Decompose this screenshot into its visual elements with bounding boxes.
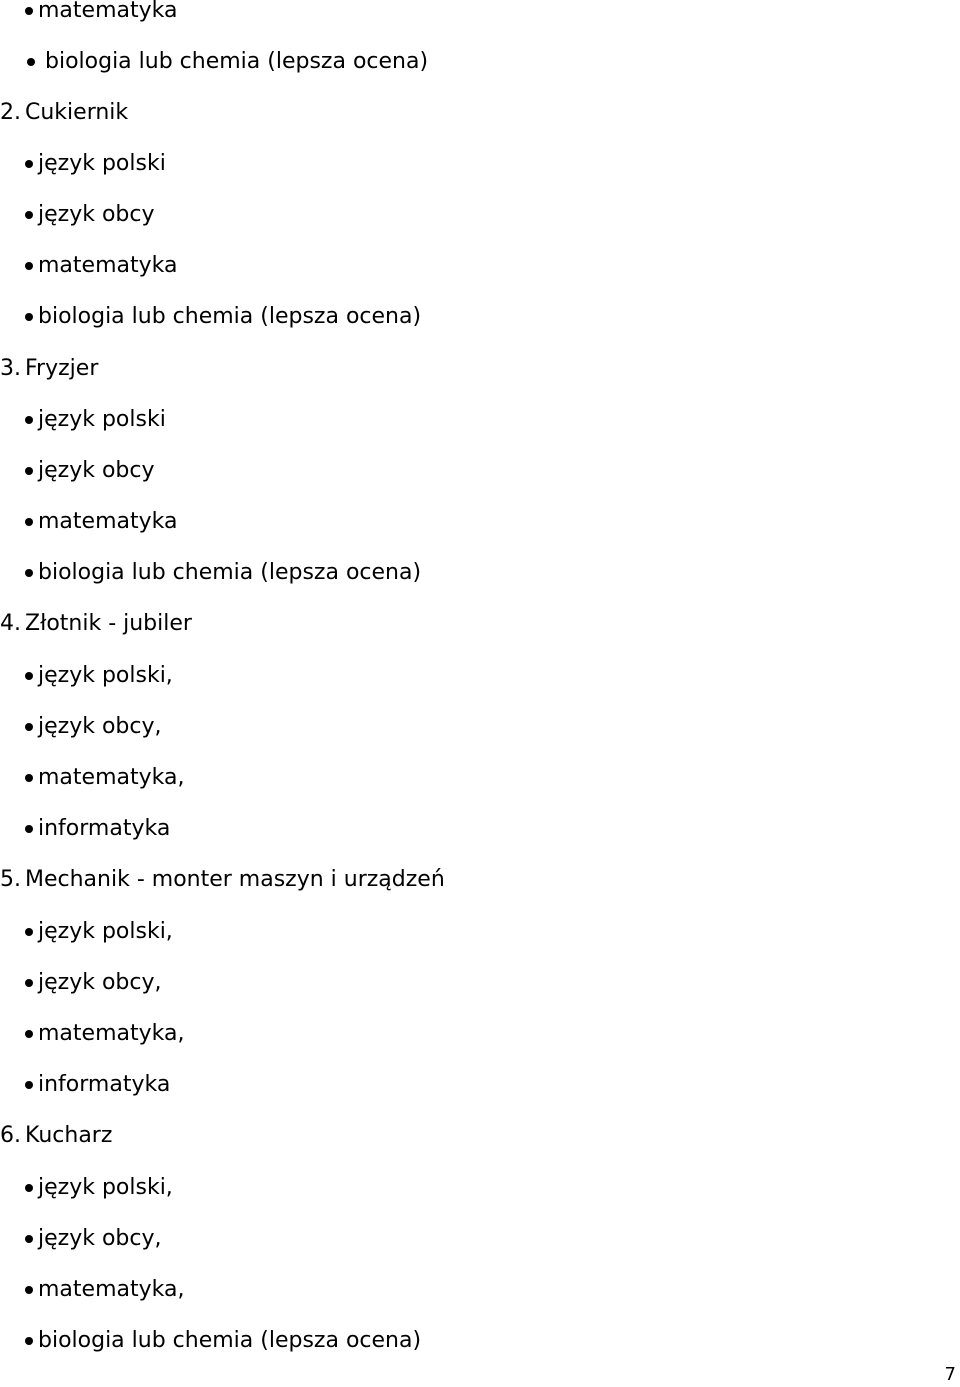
section-number: 5. bbox=[0, 867, 21, 892]
list-item-text: język obcy bbox=[38, 202, 155, 227]
list-item-text: matematyka bbox=[38, 509, 178, 534]
section-number: 2. bbox=[0, 100, 21, 125]
bullet-icon bbox=[25, 416, 33, 424]
bullet-icon bbox=[25, 1235, 33, 1243]
bullet-icon bbox=[27, 58, 35, 66]
list-item-text: język polski, bbox=[38, 1175, 173, 1200]
bullet-icon bbox=[25, 467, 33, 475]
section-number: 6. bbox=[0, 1123, 21, 1148]
list-item-text: biologia lub chemia (lepsza ocena) bbox=[38, 304, 422, 329]
bullet-icon bbox=[25, 262, 33, 270]
list-item-text: język obcy, bbox=[38, 970, 162, 995]
bullet-icon bbox=[25, 518, 33, 526]
bullet-icon bbox=[25, 7, 33, 15]
section-title: Złotnik - jubiler bbox=[25, 611, 192, 636]
bullet-icon bbox=[25, 928, 33, 936]
bullet-icon bbox=[25, 160, 33, 168]
bullet-icon bbox=[25, 672, 33, 680]
list-item-text: język obcy, bbox=[38, 714, 162, 739]
list-item-text: matematyka bbox=[38, 0, 178, 23]
bullet-icon bbox=[25, 979, 33, 987]
bullet-icon bbox=[25, 211, 33, 219]
bullet-icon bbox=[25, 1286, 33, 1294]
bullet-icon bbox=[25, 825, 33, 833]
list-item-text: biologia lub chemia (lepsza ocena) bbox=[38, 560, 422, 585]
bullet-icon bbox=[25, 1337, 33, 1345]
list-item-text: informatyka bbox=[38, 1072, 171, 1097]
bullet-icon bbox=[25, 569, 33, 577]
section-title: Cukiernik bbox=[25, 100, 129, 125]
bullet-icon bbox=[25, 774, 33, 782]
section-title: Kucharz bbox=[25, 1123, 113, 1148]
bullet-icon bbox=[25, 723, 33, 731]
list-item-text: matematyka, bbox=[38, 1021, 185, 1046]
bullet-icon bbox=[25, 313, 33, 321]
list-item-text: język polski bbox=[38, 407, 166, 432]
list-item-text: biologia lub chemia (lepsza ocena) bbox=[38, 1328, 422, 1353]
page-number: 7 bbox=[944, 1364, 956, 1385]
list-item-text: język polski, bbox=[38, 919, 173, 944]
section-number: 4. bbox=[0, 611, 21, 636]
bullet-icon bbox=[25, 1184, 33, 1192]
list-item-text: język polski bbox=[38, 151, 166, 176]
list-item-text: matematyka, bbox=[38, 1277, 185, 1302]
list-item-text: język obcy bbox=[38, 458, 155, 483]
section-number: 3. bbox=[0, 356, 21, 381]
bullet-icon bbox=[25, 1081, 33, 1089]
list-item-text: język obcy, bbox=[38, 1226, 162, 1251]
list-item-text: matematyka, bbox=[38, 765, 185, 790]
list-item-text: matematyka bbox=[38, 253, 178, 278]
bullet-icon bbox=[25, 1030, 33, 1038]
section-title: Mechanik - monter maszyn i urządzeń bbox=[25, 867, 445, 892]
list-item-text: informatyka bbox=[38, 816, 171, 841]
list-item-text: język polski, bbox=[38, 663, 173, 688]
section-title: Fryzjer bbox=[25, 356, 99, 381]
list-item-text: biologia lub chemia (lepsza ocena) bbox=[45, 49, 429, 74]
